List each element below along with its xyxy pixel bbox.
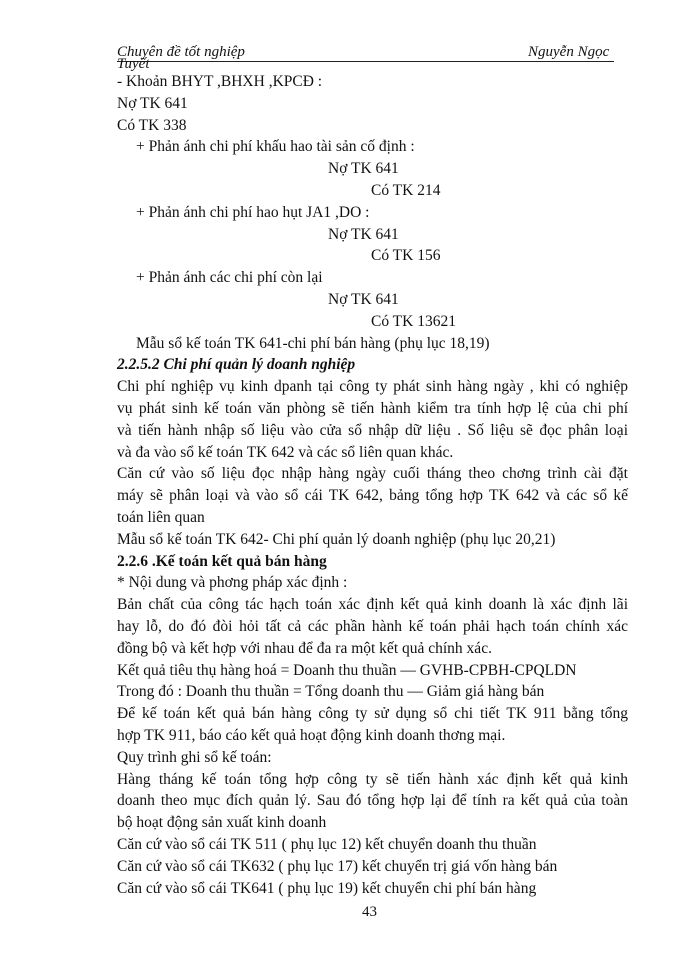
paragraph-line: bộ hoạt động sản xuất kinh doanh [117,814,327,831]
header-rule [117,61,614,62]
paragraph-line: và tiến hành nhập số liệu vào cửa sổ nhập dữ liệu . Số liệu sẽ đọc phân loại [117,422,628,439]
page-number: 43 [362,904,377,920]
header-title: Chuyên đề tốt nghiệp [117,44,245,60]
formula-line: Kết quả tiêu thụ hàng hoá = Doanh thu thuần — GVHB-CPBH-CPQLDN [117,662,577,679]
paragraph-line: toán liên quan [117,509,205,526]
paragraph-line: hợp TK 911, báo cáo kết quả hoạt động kinh doanh thơng mại. [117,727,506,744]
paragraph-line: * Nội dung và phơng pháp xác định : [117,574,348,591]
section-heading: 2.2.6 .Kế toán kết quả bán hàng [117,553,327,570]
paragraph-line: vụ phát sinh kế toán văn phòng sẽ tiến hành kiểm tra tính hợp lệ của chi phí [117,400,628,417]
text-line: Nợ TK 641 [328,160,399,177]
text-line: - Khoản BHYT ,BHXH ,KPCĐ : [117,73,323,90]
paragraph-line: Hàng tháng kế toán tổng hợp công ty sẽ tiến hành xác định kết quả kinh [117,771,628,788]
paragraph-line: Căn cứ vào số liệu đọc nhập hàng ngày cuối tháng theo chơng trình cài đặt [117,465,628,482]
text-line: Nợ TK 641 [328,226,399,243]
text-line: Có TK 338 [117,117,187,134]
paragraph-line: và đa vào sổ kế toán TK 642 và các sổ liên quan khác. [117,444,454,461]
text-line: Nợ TK 641 [117,95,188,112]
paragraph-line: Mẫu sổ kế toán TK 642- Chi phí quản lý doanh nghiệp (phụ lục 20,21) [117,531,556,548]
paragraph-line: Căn cứ vào sổ cái TK632 ( phụ lục 17) kết chuyển trị giá vốn hàng bán [117,858,558,875]
paragraph-line: Bản chất của công tác hạch toán xác định kết quả kinh doanh là xác định lãi [117,596,628,613]
paragraph-line: đồng bộ và kết hợp với nhau để đa ra một kết quả chính xác. [117,640,492,657]
paragraph-line: Quy trình ghi sổ kế toán: [117,749,272,766]
text-line: + Phản ánh các chi phí còn lại [136,269,323,286]
paragraph-line: Chi phí nghiệp vụ kinh dpanh tại công ty phát sinh hàng ngày , khi có nghiệp [117,378,628,395]
text-line: Có TK 13621 [371,313,456,330]
text-line: Có TK 156 [371,247,441,264]
paragraph-line: doanh theo mục đích quản lý. Sau đó tổng hợp lại để tính ra kết quả của toàn [117,792,628,809]
paragraph-line: hay lỗ, do đó đòi hỏi tất cả các phần hành kế toán phải hạch toán chính xác [117,618,628,635]
paragraph-line: Căn cứ vào sổ cái TK641 ( phụ lục 19) kết chuyển chi phí bán hàng [117,880,537,897]
section-heading: 2.2.5.2 Chi phí quản lý doanh nghiệp [117,356,356,373]
text-line: + Phản ánh chi phí hao hụt JA1 ,DO : [136,204,370,221]
text-line: Mẫu sổ kế toán TK 641-chi phí bán hàng (phụ lục 18,19) [136,335,490,352]
formula-line: Trong đó : Doanh thu thuần = Tổng doanh thu — Giảm giá hàng bán [117,683,545,700]
paragraph-line: máy sẽ phân loại và vào sổ cái TK 642, bảng tổng hợp TK 642 và các sổ kế [117,487,628,504]
header-author: Nguyễn Ngọc [528,44,610,60]
text-line: Nợ TK 641 [328,291,399,308]
text-line: Có TK 214 [371,182,441,199]
text-line: + Phản ánh chi phí khấu hao tài sản cố định : [136,138,415,155]
paragraph-line: Căn cứ vào sổ cái TK 511 ( phụ lục 12) kết chuyển doanh thu thuần [117,836,537,853]
header-author-continued: Tuyết [117,56,150,72]
paragraph-line: Để kế toán kết quả bán hàng công ty sử dụng sổ chi tiết TK 911 bằng tổng [117,705,628,722]
